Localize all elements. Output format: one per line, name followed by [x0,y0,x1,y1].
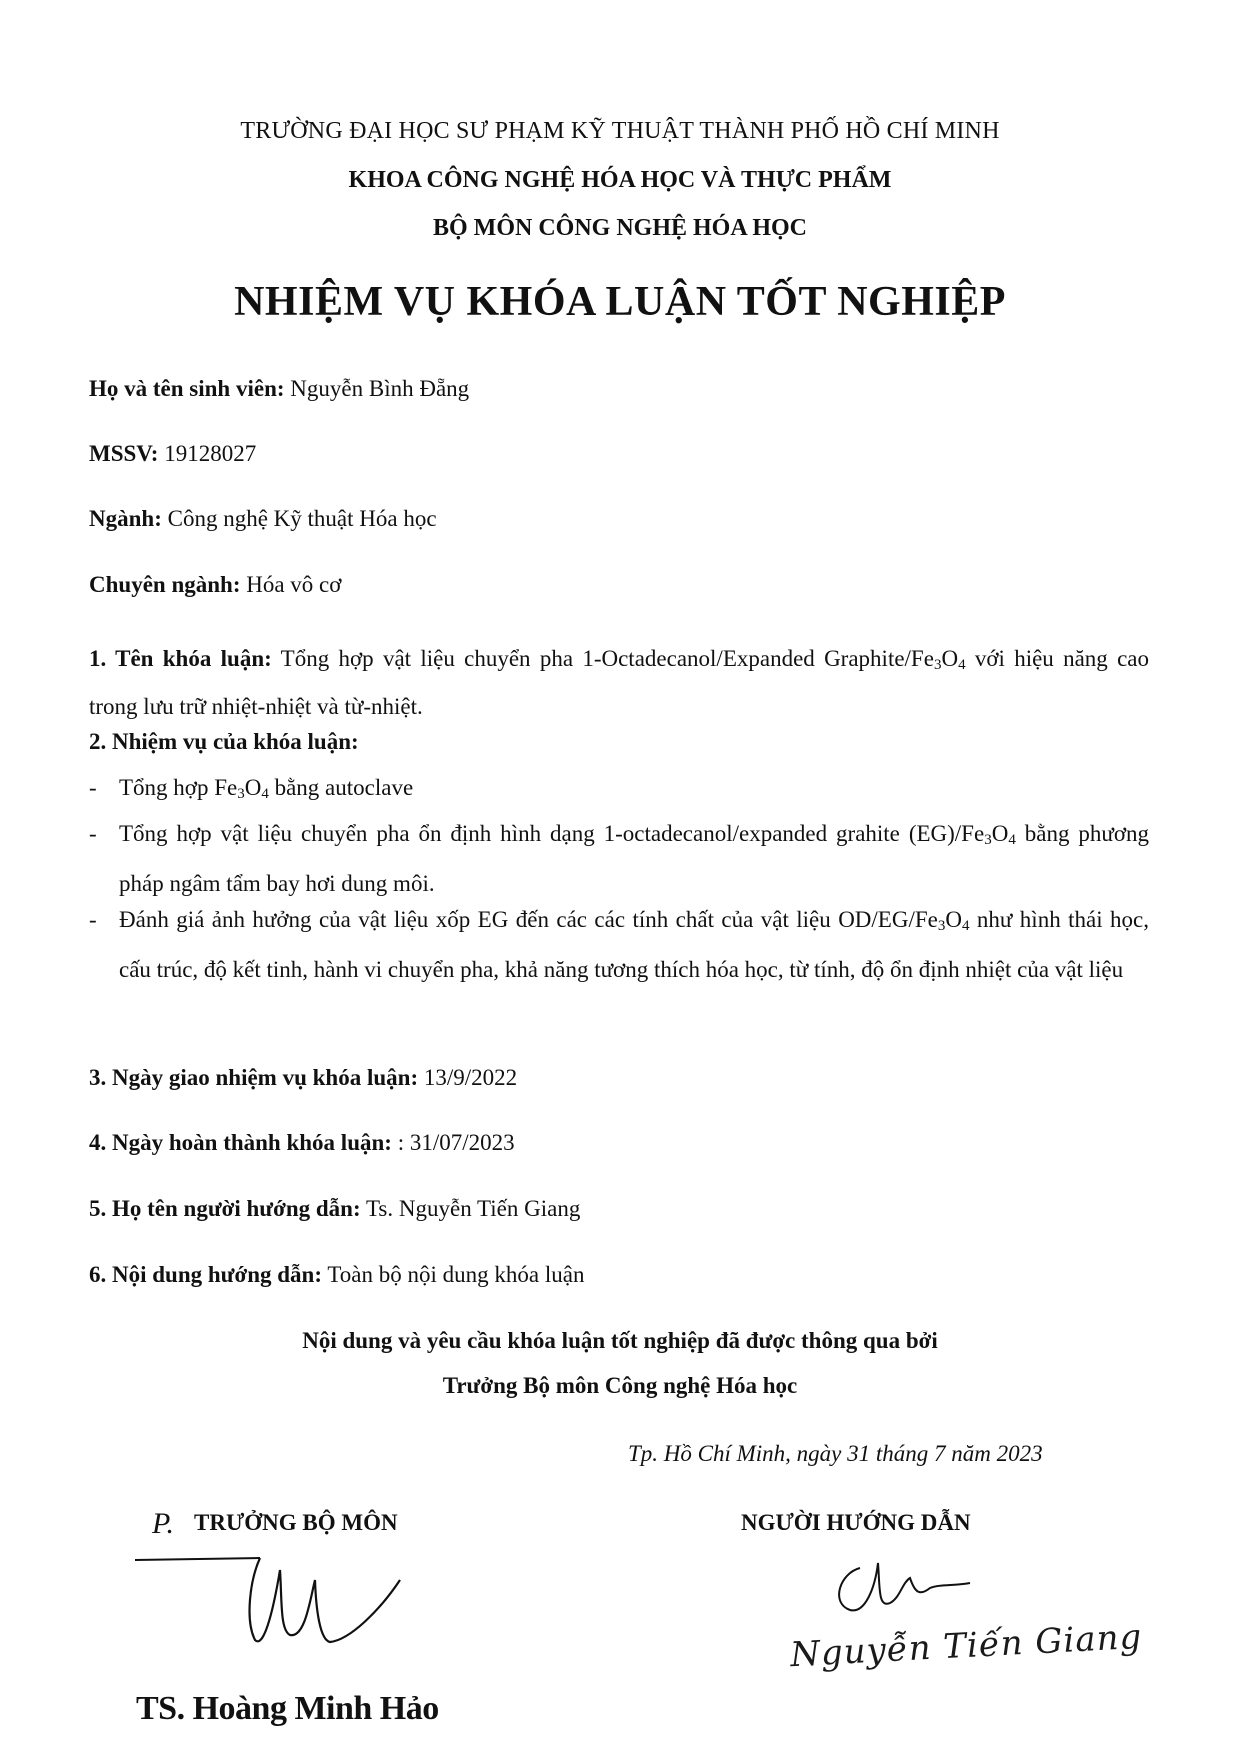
major-label: Ngành: [89,506,162,531]
approval-line-2: Trưởng Bộ môn Công nghệ Hóa học [442,1373,798,1398]
tasks-heading: 2. Nhiệm vụ của khóa luận: [89,729,359,754]
document-title: NHIỆM VỤ KHÓA LUẬN TỐT NGHIỆP [234,279,1006,325]
thesis-title-row: 1. Tên khóa luận: Tổng hợp vật liệu chuyển pha 1-Octadecanol/Expanded Graphite/$Fe_3O_4$ với hiệu năng cao trong lưu trữ nhiệt-nhiệt và từ-nhiệt. [89,646,1150,719]
approval-line-1: Nội dung và yêu cầu khóa luận tốt nghiệp đã được thông qua bởi [302,1328,938,1353]
thesis-title-text-b: với hiệu năng cao trong lưu trữ nhiệt-nhiệt và từ-nhiệt. [89,646,1150,719]
major-value: Công nghệ Kỹ thuật Hóa học [167,506,437,531]
assign-date-row: 3. Ngày giao nhiệm vụ khóa luận: 13/9/2022 [89,1065,518,1090]
task-item: - Tổng hợp $Fe_3O_4$ bằng autoclave [89,775,414,802]
department-name: BỘ MÔN CÔNG NGHỆ HÓA HỌC [432,215,807,241]
specialization-value: Hóa vô cơ [246,572,342,597]
specialization-row [89,570,1149,600]
finish-date-row: 4. Ngày hoàn thành khóa luận: : 31/07/2023 [89,1130,515,1155]
task-item: - Đánh giá ảnh hưởng của vật liệu xốp EG đến các các tính chất của vật liệu $OD/EG/Fe_3O_4$ như hình thái học, cấu trúc, độ kết tinh, hành vi chuyển pha, khả năng tương thích hóa học, từ tính, độ ổn định nhiệt của vật liệu [89,907,1149,982]
assign-date-value: 13/9/2022 [423,1065,518,1090]
student-id-label: MSSV: [89,441,159,466]
thesis-title-label: 1. Tên khóa luận: [89,646,272,671]
head-of-department-name: TS. Hoàng Minh Hảo [136,1690,439,1727]
advisor-row: 5. Họ tên người hướng dẫn: Ts. Nguyễn Tiến Giang [89,1196,581,1221]
student-id-value: 19128027 [164,441,257,466]
advisor-signature-icon [820,1548,980,1628]
thesis-title-text-a: Tổng hợp vật liệu chuyển pha 1-Octadecanol/Expanded Graphite/Fe [280,646,934,671]
advisor-value: Ts. Nguyễn Tiến Giang [365,1196,581,1221]
major-row [89,504,1149,534]
subscript: 4 [958,657,966,673]
student-name-value: Nguyễn Bình Đẵng [290,376,470,401]
student-id-row [89,439,1149,469]
finish-date-value: : 31/07/2023 [397,1130,515,1155]
advisor-title: NGƯỜI HƯỚNG DẪN [741,1510,971,1535]
subscript: 3 [933,657,942,673]
head-signature-icon [130,1540,430,1660]
specialization-label: Chuyên ngành: [89,572,241,597]
student-name-row [89,374,1149,404]
signature-prefix: P. [152,1507,174,1540]
content-row: 6. Nội dung hướng dẫn: Toàn bộ nội dung khóa luận [89,1262,585,1287]
place-date: Tp. Hồ Chí Minh, ngày 31 tháng 7 năm 2023 [628,1441,1043,1466]
content-value: Toàn bộ nội dung khóa luận [327,1262,585,1287]
university-name: TRƯỜNG ĐẠI HỌC SƯ PHẠM KỸ THUẬT THÀNH PHỐ HỒ CHÍ MINH [240,118,1000,144]
head-of-department-title: TRƯỞNG BỘ MÔN [194,1510,398,1535]
advisor-handwritten-name: Nguyễn Tiến Giang [789,1616,1144,1676]
task-item: - Tổng hợp vật liệu chuyển pha ổn định hình dạng 1-octadecanol/expanded grahite $(EG)/Fe_3O_4$ bằng phương pháp ngâm tẩm bay hơi dung môi. [89,821,1149,896]
student-name-label: Họ và tên sinh viên: [89,376,285,401]
faculty-name: KHOA CÔNG NGHỆ HÓA HỌC VÀ THỰC PHẨM [348,167,892,193]
